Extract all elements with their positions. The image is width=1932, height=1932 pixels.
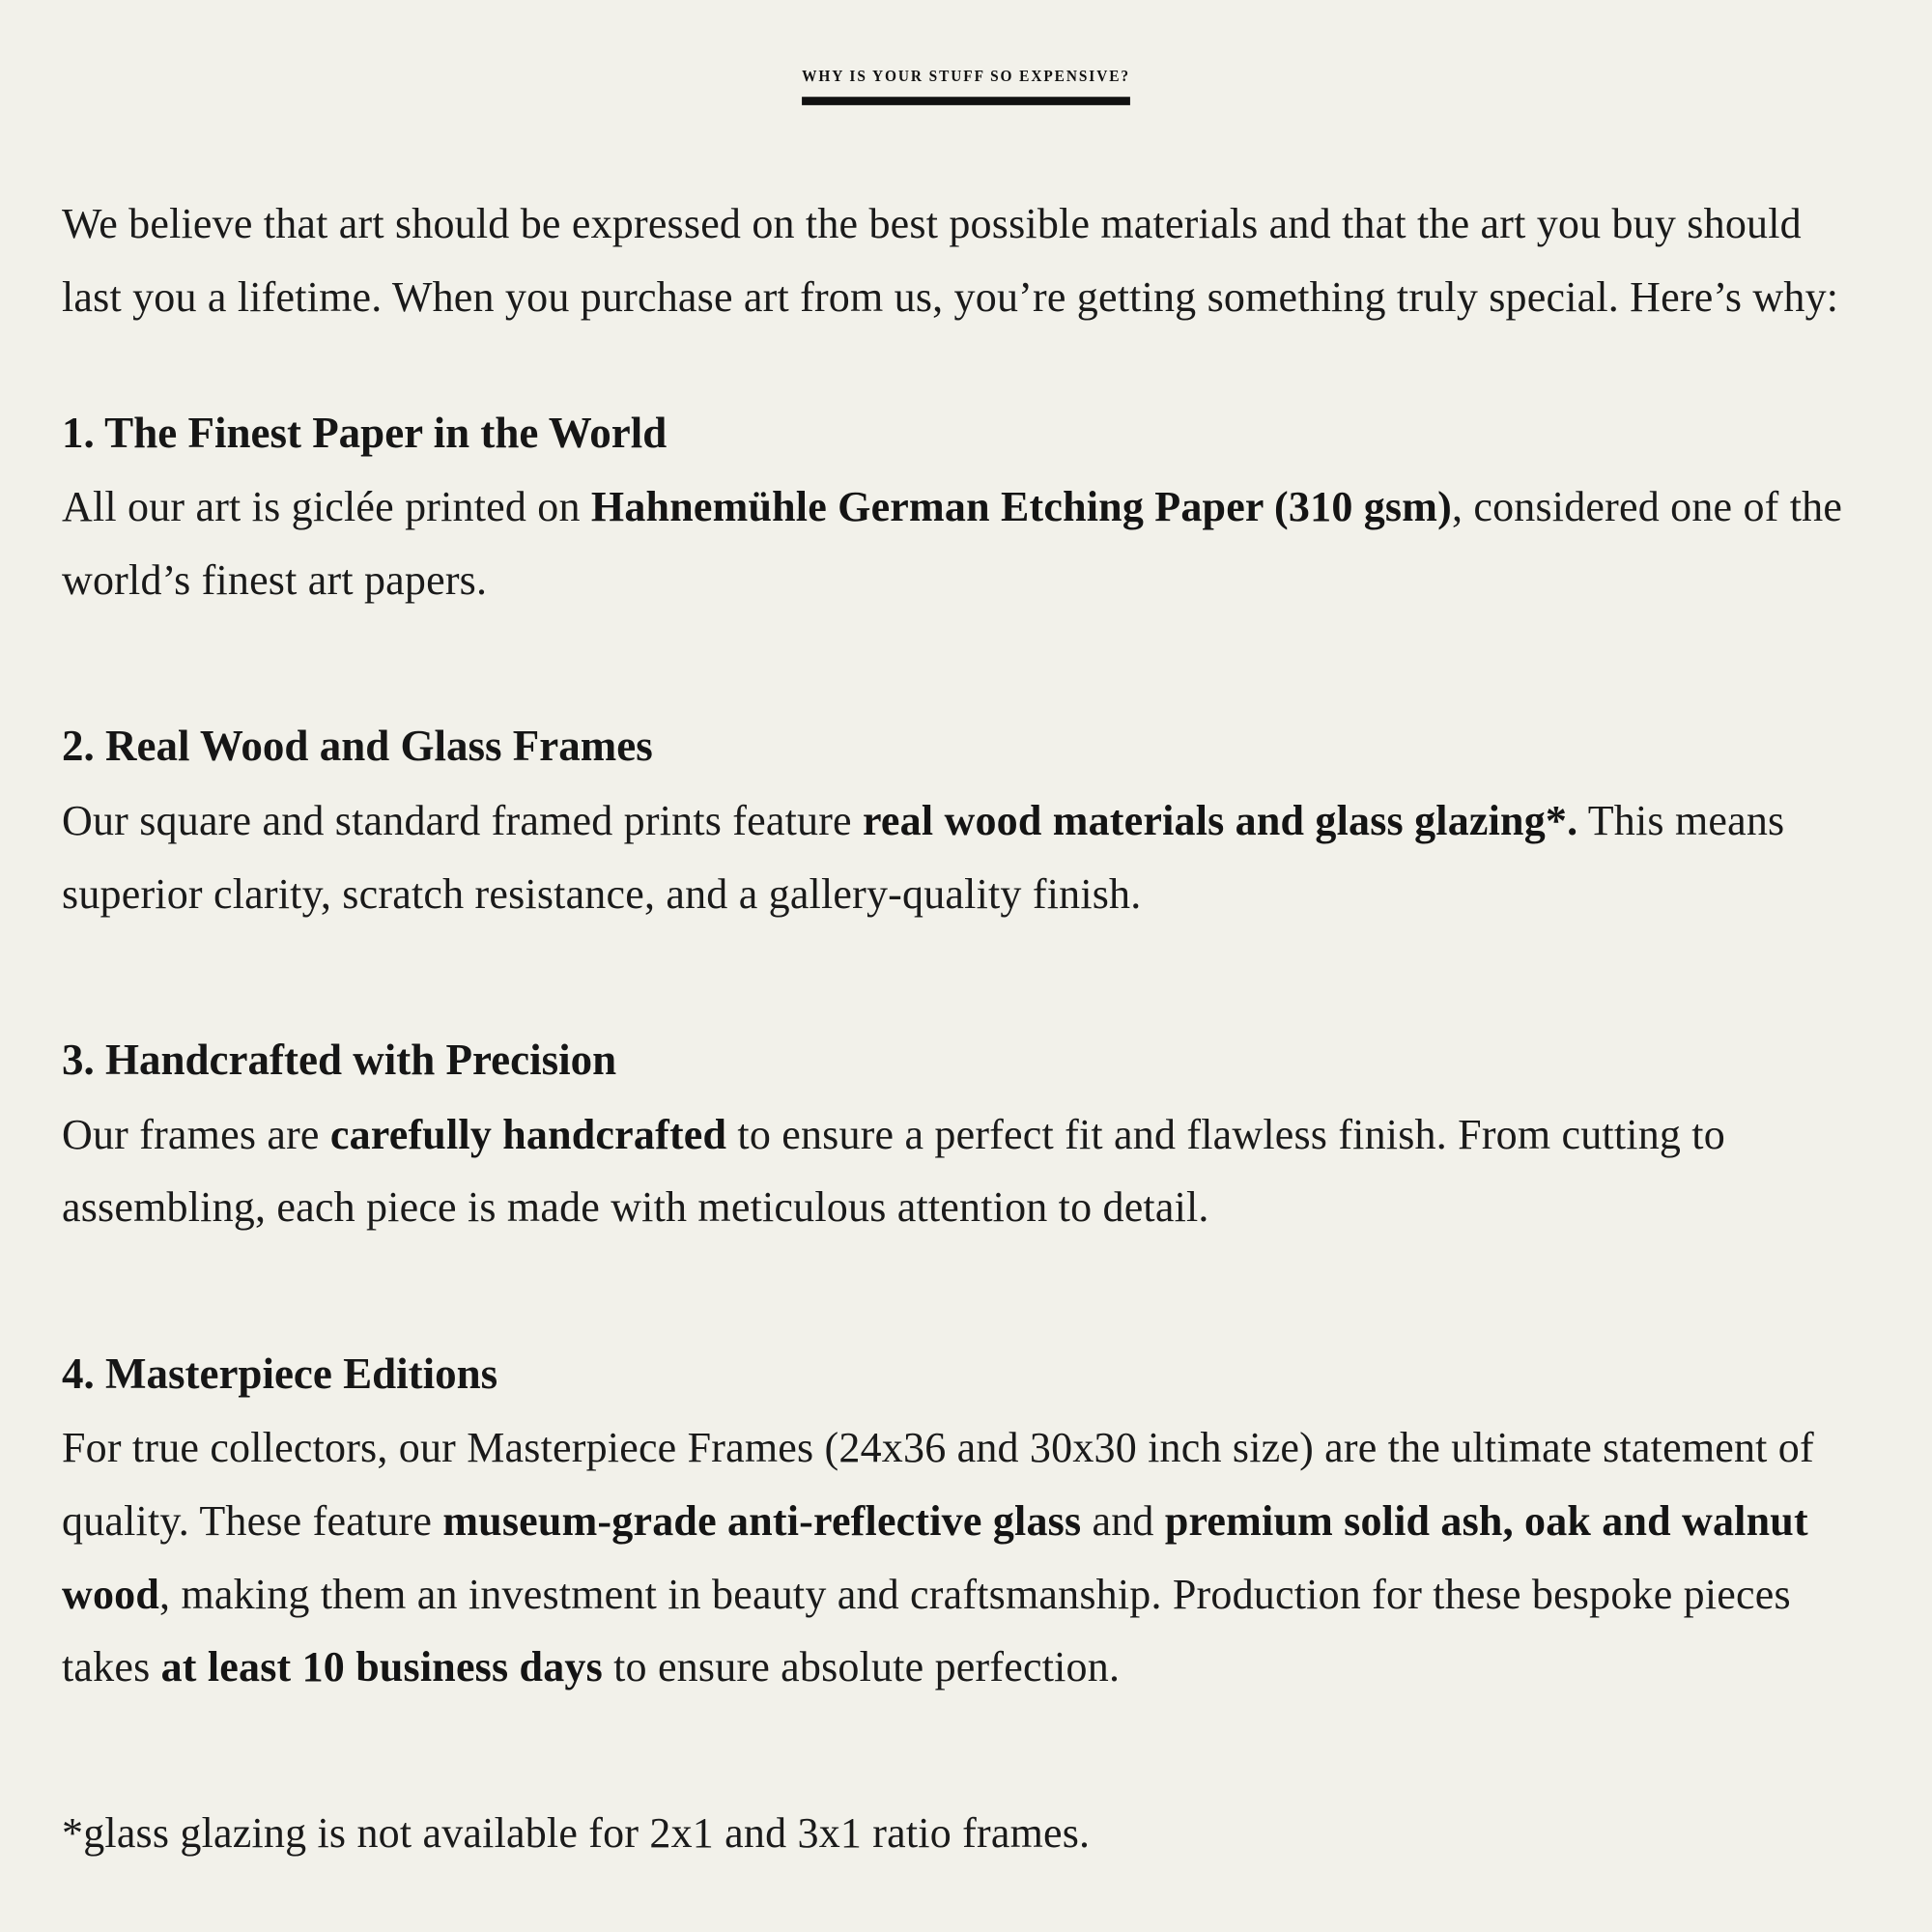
section-masterpiece-editions	[62, 1337, 1870, 1704]
body-text-bold: carefully handcrafted	[329, 1110, 727, 1158]
body-text: , making them an investment in beauty and craftsmanship. Production for these bespoke pieces takes	[62, 1570, 1791, 1691]
section-heading-2: 2. Real Wood and Glass Frames	[62, 722, 653, 771]
section-body-1	[62, 470, 1870, 616]
body-text-bold: premium solid ash, oak and walnut wood	[62, 1497, 1808, 1618]
body-text-bold: at least 10 business days	[160, 1643, 603, 1691]
section-finest-paper	[62, 396, 1870, 617]
section-wood-glass-frames	[62, 709, 1870, 930]
section-body-4	[62, 1411, 1870, 1704]
body-text-bold: museum-grade anti-reflective glass	[442, 1497, 1082, 1545]
page-title-text: WHY IS YOUR STUFF SO EXPENSIVE?	[802, 68, 1130, 86]
body-text: to ensure absolute perfection.	[602, 1643, 1121, 1691]
body-text: , considered one of the world’s finest art papers.	[62, 483, 1843, 604]
body-text: and	[1081, 1497, 1165, 1545]
section-heading-4: 4. Masterpiece Editions	[62, 1349, 498, 1398]
body-text: For true collectors, our Masterpiece Frames (24x36 and 30x30 inch size) are the ultimate statement of quality. These feature	[62, 1424, 1814, 1545]
body-text: Our square and standard framed prints feature	[62, 796, 863, 844]
body-text: This means superior clarity, scratch resistance, and a gallery-quality finish.	[62, 796, 1785, 918]
section-heading-1: 1. The Finest Paper in the World	[62, 408, 668, 457]
page-title-container	[62, 68, 1870, 102]
section-heading-3: 3. Handcrafted with Precision	[62, 1036, 617, 1085]
body-text: Our frames are	[62, 1110, 330, 1158]
body-text-bold: real wood materials and glass glazing*.	[862, 796, 1578, 844]
footnote: *glass glazing is not available for 2x1 and 3x1 ratio frames.	[62, 1809, 1091, 1858]
section-body-3	[62, 1098, 1870, 1244]
body-text: to ensure a perfect fit and flawless finish. From cutting to assembling, each piece is made with meticulous attention to detail.	[62, 1110, 1725, 1232]
section-handcrafted	[62, 1023, 1870, 1244]
body-text: All our art is giclée printed on	[62, 483, 591, 531]
page-title	[802, 68, 1130, 105]
intro-paragraph: We believe that art should be expressed on the best possible materials and that the art you buy should last you a lifetime. When you purchase art from us, you’re getting something truly special. Here’s why:	[62, 200, 1839, 322]
section-body-2	[62, 784, 1870, 930]
body-text-bold: Hahnemühle German Etching Paper (310 gsm)	[590, 483, 1452, 531]
